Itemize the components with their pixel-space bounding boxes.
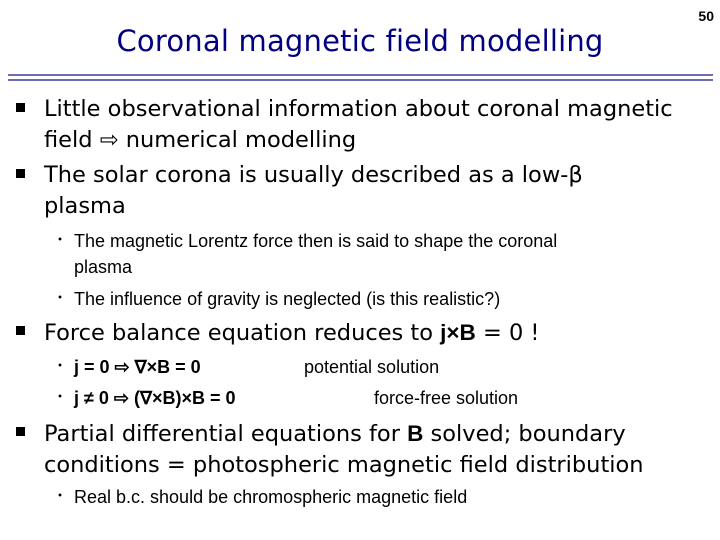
subbullet-line: The magnetic Lorentz force then is said to shape the coronal <box>74 231 558 251</box>
bullet-text: Force balance equation reduces to <box>44 320 441 346</box>
bullet-force-balance <box>44 317 704 349</box>
bullet-line <box>44 418 704 450</box>
dot-bullet-icon: ・ <box>52 290 69 307</box>
slide-title: Coronal magnetic field modelling <box>116 24 604 58</box>
square-bullet-icon <box>16 326 25 335</box>
bullet-line: The solar corona is usually described as a low-β <box>44 162 583 188</box>
subbullet-line: Real b.c. should be chromospheric magnetic field <box>74 487 468 507</box>
force-free-label: force-free solution <box>374 388 519 408</box>
dot-bullet-icon: ・ <box>52 389 69 406</box>
equation-tail: = 0 ! <box>475 320 540 346</box>
square-bullet-icon <box>16 169 25 178</box>
bullet-line: conditions = photospheric magnetic field distribution <box>44 452 644 478</box>
subbullet-lorentz-force <box>52 228 704 280</box>
page-number: 50 <box>698 8 714 24</box>
title-divider-top <box>8 74 713 76</box>
field-symbol: B <box>407 421 424 446</box>
dot-bullet-icon: ・ <box>52 358 69 375</box>
force-free-equation: j ≠ 0 ⇨ (∇×B)×B = 0 <box>74 388 236 408</box>
bullet-observational-info <box>44 94 704 156</box>
subbullet-line: The influence of gravity is neglected (is this realistic?) <box>74 289 501 309</box>
bullet-pde <box>44 418 704 481</box>
title-divider-bottom <box>8 79 713 81</box>
bullet-text: solved; boundary <box>423 421 626 447</box>
bullet-line: Little observational information about coronal magnetic <box>44 96 673 122</box>
dot-bullet-icon: ・ <box>52 488 69 505</box>
potential-equation: j = 0 ⇨ ∇×B = 0 <box>74 357 201 377</box>
square-bullet-icon <box>16 103 25 112</box>
subbullet-chromospheric <box>52 484 704 510</box>
subbullet-force-free <box>52 385 704 411</box>
potential-label: potential solution <box>304 357 440 377</box>
bullet-line: plasma <box>44 193 126 219</box>
bullet-line: field ⇨ numerical modelling <box>44 127 357 153</box>
subbullet-gravity <box>52 286 704 312</box>
lorentz-equation: j×B <box>440 320 476 345</box>
subbullet-line: plasma <box>74 257 133 277</box>
subbullet-potential <box>52 354 704 380</box>
bullet-low-beta-plasma <box>44 160 704 222</box>
bullet-text: Partial differential equations for <box>44 421 408 447</box>
square-bullet-icon <box>16 427 25 436</box>
dot-bullet-icon: ・ <box>52 232 69 249</box>
